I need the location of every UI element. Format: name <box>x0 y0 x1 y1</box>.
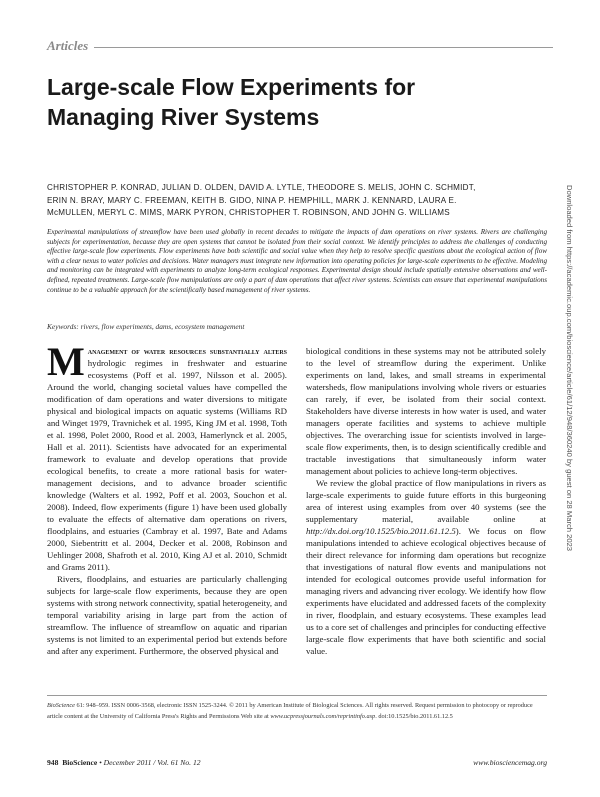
download-watermark: Downloaded from https://academic.oup.com/bioscience/article/61/12/948/360240 by guest on 28 March 2023 <box>565 185 574 551</box>
paragraph-text: We review the global practice of flow manipulations in rivers as large-scale experiments to guide future efforts in this burgeoning area of interest using examples from over 40 systems (see the supplementary material, available online at <box>306 478 546 524</box>
title-line-1: Large-scale Flow Experiments for <box>47 74 416 100</box>
article-title <box>47 72 547 132</box>
abstract: Experimental manipulations of streamflow have been used globally in recent decades to mitigate the impacts of dam operations on river systems. Rivers are challenging subjects for experimentation, because they are open systems that cannot be isolated from their social context. We identify principles to address the challenges of conducting effective large-scale flow experiments. Flow experiments have both scientific and social value when they help to resolve specific questions about the ecological action of flow with a clear nexus to water policies and decisions. Water managers must integrate new information into operating policies for large-scale experiments to be effective. Modeling and monitoring can be integrated with experiments to analyze long-term ecological responses. Experimental design should include spatially extensive observations and well-defined, repeated treatments. Large-scale flow manipulations are only a part of dam operations that affect river systems. Scientists can ensure that experimental manipulations continue to be a valuable approach for the scientifically based management of river systems. <box>47 228 547 294</box>
body-column-left <box>47 339 287 657</box>
authors-line-2: ERIN N. BRAY, MARY C. FREEMAN, KEITH B. GIDO, NINA P. HEMPHILL, MARK J. KENNARD, LAURA E. <box>47 195 457 205</box>
page-number: 948 <box>47 758 59 767</box>
footnote-text: 61: 948–959. ISSN 0006-3568, electronic ISSN 1525-3244. © 2011 by American Institute of Biological Sciences. All rights reserved. Request permission to photocopy or reproduce article content at the University of California Press's Rights and Permissions Web site at <box>47 702 533 720</box>
author-list <box>47 182 517 220</box>
footnote-doi: . doi:10.1525/bio.2011.61.12.5 <box>375 712 453 720</box>
section-label: Articles <box>47 38 94 54</box>
body-column-right <box>306 345 546 657</box>
title-line-2: Managing River Systems <box>47 104 320 130</box>
footnote-journal: BioScience <box>47 702 75 709</box>
paragraph-text: hydrologic regimes in freshwater and estuarine ecosystems (Poff et al. 1997, Nilsson et al. 2005). Around the world, changing societal values have compelled the modification of dam operations and water diversions to mitigate physical and biological impacts on aquatic systems (Williams RD and Winget 1979, Travnichek et al. 1995, King JM et al. 1998, Toth et al. 1998, Polet 2000, Rood et al. 2003, Hamerlynck et al. 2005, Hall et al. 2011). Scientists have advocated for an experimental framework to evaluate and develop operations that provide ecological benefits, to create a more rational basis for water-management decisions, and to advance broader scientific knowledge (Walters et al. 1992, Poff et al. 2003, Souchon et al. 2008). Indeed, flow experiments (figure 1) have been used globally to evaluate the effects of alternative dam operations on rivers, floodplains, and estuaries (Cambray et al. 1997, Bate and Adams 2000, Siebentritt et al. 2004, Decker et al. 2008, Robinson and Uehlinger 2008, Shafroth et al. 2010, King AJ et al. 2010, Schmidt and Grams 2011). <box>47 358 287 572</box>
journal-website[interactable]: www.biosciencemag.org <box>473 758 547 767</box>
body-paragraph <box>47 339 287 573</box>
footer-issue: • December 2011 / Vol. 61 No. 12 <box>99 758 201 767</box>
paragraph-text: ). We focus on flow manipulations intended to achieve ecological objectives because of their direct relevance for informing dam operations but recognize that investigations of natural flow events and manipulations not intended for ecological outcomes provide useful information for managing rivers and advancing river ecology. We identify how flow experiments have elucidated and addressed facets of the complexity in river, floodplain, and estuary ecosystems. These examples lead us to a core set of challenges and principles for conducting effective large-scale flow experiments that have both scientific and social value. <box>306 526 546 656</box>
keywords: Keywords: rivers, flow experiments, dams, ecosystem management <box>47 322 245 331</box>
footer-journal: BioScience <box>62 758 98 767</box>
body-paragraph <box>306 477 546 657</box>
reprint-link[interactable]: www.ucpressjournals.com/reprintinfo.asp <box>270 712 376 720</box>
body-paragraph: Rivers, floodplains, and estuaries are particularly challenging subjects for large-scale flow experiments, because they are open systems with strong network connectivity, spatial heterogeneity, and temporal variability arising in large part from the action of streamflow. The influence of streamflow on aquatic and riparian systems is not limited to an experimental period but extends before and after any experiment. Furthermore, the observed physical and <box>47 574 287 656</box>
authors-line-3: McMULLEN, MERYL C. MIMS, MARK PYRON, CHRISTOPHER T. ROBINSON, AND JOHN G. WILLIAMS <box>47 208 450 217</box>
page-footer <box>47 758 201 767</box>
supplementary-link[interactable]: http://dx.doi.org/10.1525/bio.2011.61.12.5 <box>306 526 456 536</box>
authors-line-1: CHRISTOPHER P. KONRAD, JULIAN D. OLDEN, DAVID A. LYTLE, THEODORE S. MELIS, JOHN C. SCHMIDT, <box>47 183 476 192</box>
section-rule <box>47 47 553 48</box>
drop-cap: M <box>47 339 85 384</box>
footnote-rule <box>47 695 547 696</box>
body-paragraph: biological conditions in these systems may not be attributed solely to the level of streamflow during the experiment. Unlike experiments on land, lakes, and small streams in experimental watersheds, flow manipulations involving whole rivers or estuaries can rarely, if ever, be isolated from their social context. Stakeholders have diverse interests in how water is used, and water managers operate facilities and systems to achieve multiple objectives. The overarching issue for scientists involved in large-scale flow experiments, then, is to design scientifically credible and tractable investigations that simultaneously inform water management about policies to achieve long-term objectives. <box>306 346 546 476</box>
copyright-footnote <box>47 701 547 722</box>
lead-in: anagement of water resources substantially alters <box>87 346 287 356</box>
